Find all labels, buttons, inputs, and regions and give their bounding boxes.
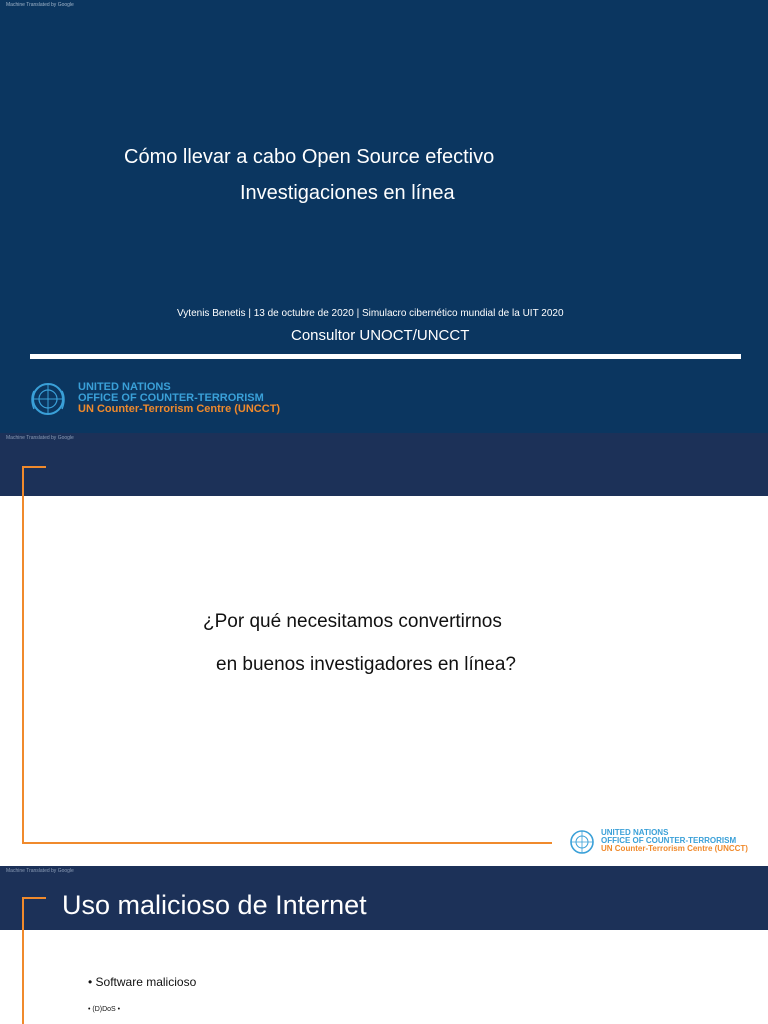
bullet-item: • (D)DoS •: [88, 1006, 121, 1013]
bracket-bottom: [22, 842, 552, 844]
title-slide: [0, 0, 768, 433]
header-band: [0, 433, 768, 496]
title-divider: [30, 354, 741, 359]
presentation-meta: Vytenis Benetis | 13 de octubre de 2020 | Simulacro cibernético mundial de la UIT 2020: [177, 308, 564, 319]
translation-watermark: Machine Translated by Google: [6, 2, 74, 8]
org-line-1: UNITED NATIONS: [78, 381, 171, 393]
header-band: [0, 866, 768, 930]
un-office-logotype: [78, 382, 280, 415]
translation-watermark: Machine Translated by Google: [6, 435, 74, 441]
org-line-3: UN Counter-Terrorism Centre (UNCCT): [78, 403, 281, 415]
slide-title: Uso malicioso de Internet: [62, 890, 367, 920]
bracket-top: [22, 466, 46, 468]
un-office-logotype-small: [601, 829, 748, 853]
question-line-2: en buenos investigadores en línea?: [216, 654, 517, 675]
presenter-role: Consultor UNOCT/UNCCT: [291, 327, 470, 344]
question-line-1: ¿Por qué necesitamos convertirnos: [203, 611, 502, 632]
bracket-vertical: [22, 897, 24, 1024]
slide-title-line-2: Investigaciones en línea: [240, 182, 455, 204]
org-line-3: UN Counter-Terrorism Centre (UNCCT): [601, 844, 748, 853]
slide-title-line-1: Cómo llevar a cabo Open Source efectivo: [124, 146, 495, 168]
un-emblem-icon: [568, 829, 596, 855]
question-slide: [0, 433, 768, 866]
org-line-1: UNITED NATIONS: [601, 828, 669, 837]
org-line-2: OFFICE OF COUNTER-TERRORISM: [78, 392, 264, 404]
content-slide: [0, 866, 768, 1024]
un-emblem-icon: [28, 381, 68, 417]
translation-watermark: Machine Translated by Google: [6, 868, 74, 874]
org-line-2: OFFICE OF COUNTER-TERRORISM: [601, 836, 737, 845]
bullet-item: • Software malicioso: [88, 975, 197, 989]
bracket-top: [22, 897, 46, 899]
bracket-vertical: [22, 466, 24, 843]
